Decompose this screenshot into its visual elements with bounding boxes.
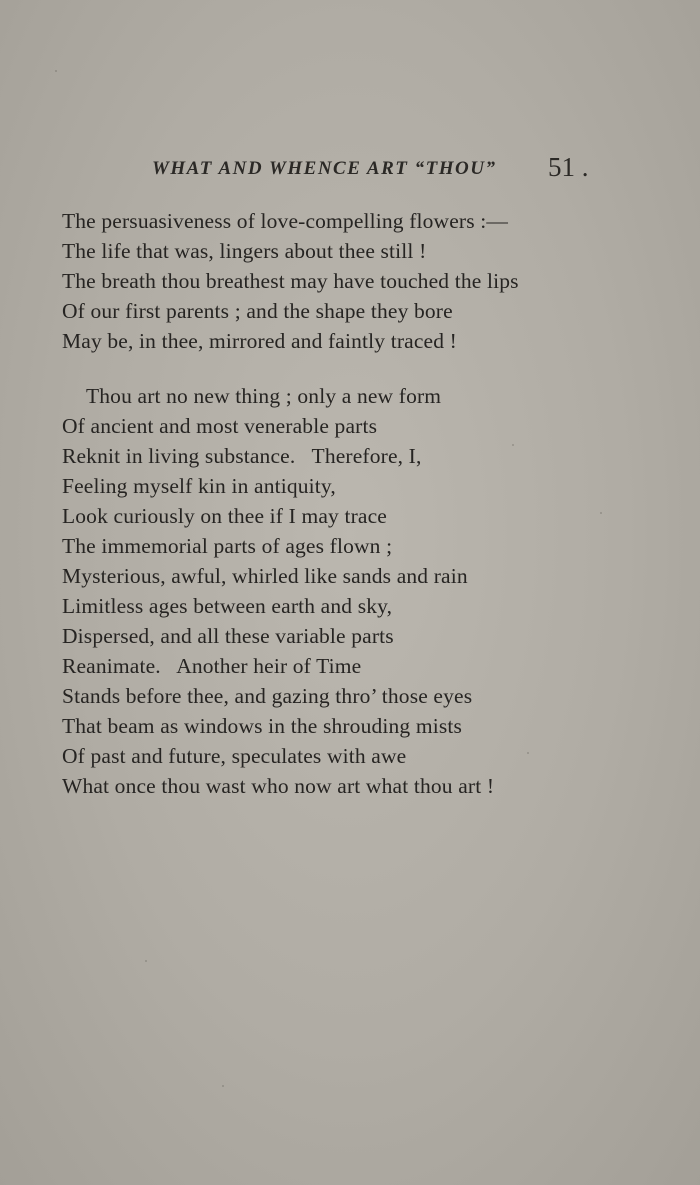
poem-line: Reknit in living substance. Therefore, I, [62, 444, 422, 468]
poem-line: Thou art no new thing ; only a new form [86, 384, 442, 408]
paper-speck [527, 752, 529, 754]
paper-speck [222, 1085, 224, 1087]
poem-line: Look curiously on thee if I may trace [62, 504, 387, 528]
paper-speck [512, 444, 514, 446]
poem-line: What once thou wast who now art what thou art ! [62, 774, 495, 798]
poem-line: May be, in thee, mirrored and faintly traced ! [62, 329, 457, 353]
poem-line: The immemorial parts of ages flown ; [62, 534, 393, 558]
poem-line: The breath thou breathest may have touched the lips [62, 269, 519, 293]
poem-line: Of ancient and most venerable parts [62, 414, 378, 438]
poem-line: Stands before thee, and gazing thro’ those eyes [62, 684, 473, 708]
running-header-title: WHAT AND WHENCE ART “THOU” [152, 158, 497, 179]
poem-line: Mysterious, awful, whirled like sands and rain [62, 564, 468, 588]
poem-line: Reanimate. Another heir of Time [62, 654, 362, 678]
poem-line: Of past and future, speculates with awe [62, 744, 407, 768]
poem-line: Dispersed, and all these variable parts [62, 624, 394, 648]
paper-speck [145, 960, 147, 962]
stanza-1 [62, 206, 519, 356]
poem-line: Feeling myself kin in antiquity, [62, 474, 336, 498]
poem-line: That beam as windows in the shrouding mists [62, 714, 462, 738]
stanza-2 [62, 381, 494, 801]
paper-speck [600, 512, 602, 514]
paper-speck [55, 70, 57, 72]
poem-line: Of our first parents ; and the shape they bore [62, 299, 453, 323]
poem-line: Limitless ages between earth and sky, [62, 594, 393, 618]
poem-line: The life that was, lingers about thee still ! [62, 239, 427, 263]
poem-line: The persuasiveness of love-compelling flowers :— [62, 209, 509, 233]
page-number: 51 . [548, 152, 589, 182]
